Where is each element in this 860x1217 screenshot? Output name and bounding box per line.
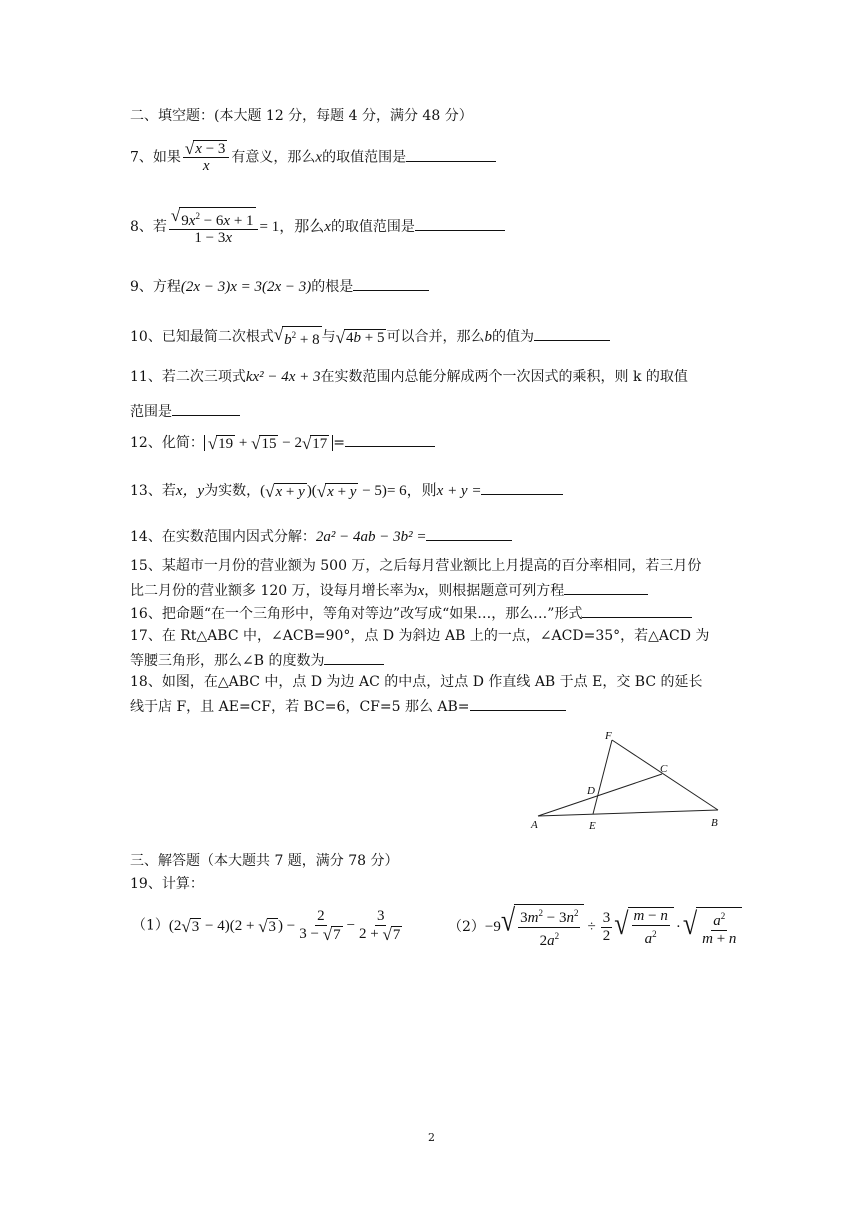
q13-expression: ( √ x + y )( √ x + y − 5) (260, 482, 387, 502)
question-14: 14、在实数范围内因式分解：2a² − 4ab − 3b² = (130, 526, 512, 546)
question-19-part1: （1）(2 √ 3 − 4)(2 + √ 3 ) − 2 3 − √ 7 − 3 2 + √ 7 (132, 908, 401, 945)
q18-answer-blank[interactable] (470, 696, 566, 711)
question-17: 17、在 Rt△ABC 中，∠ACB=90°，点 D 为斜边 AB 上的一点，∠ACD=35°，若△ACD 为 (130, 628, 710, 644)
label-E: E (589, 820, 596, 832)
question-18-line2: 线于店 F，且 AE=CF，若 BC=6，CF=5 那么 AB= (130, 696, 566, 716)
question-11-line2: 范围是 (130, 401, 240, 421)
label-C: C (660, 763, 668, 775)
question-13: 13、若x，y为实数，( √ x + y )( √ x + y − 5)= 6，则x + y = (130, 480, 563, 500)
q12-answer-blank[interactable] (345, 432, 435, 447)
label-D: D (587, 785, 595, 797)
q11-answer-blank[interactable] (172, 401, 240, 416)
question-7: 7、如果 √ x − 3 x 有意义，那么x的取值范围是 (130, 140, 496, 175)
q7-answer-blank[interactable] (406, 147, 496, 162)
question-10: 10、已知最简二次根式 √ $b^2 + 8$ 与 √ 4b + 5 可以合并，那么b的值为 (130, 326, 610, 348)
question-15-line2: 比二月份的营业额多 120 万，设每月增长率为x，则根据题意可列方程 (130, 580, 648, 600)
q12-abs-expression: √ 19 + √ 15 − 2 √ 17 (204, 435, 333, 451)
page-number: 2 (428, 1131, 435, 1144)
segment-AC (538, 774, 662, 816)
q9-answer-blank[interactable] (353, 276, 429, 291)
label-F: F (605, 730, 612, 742)
question-9: 9、方程(2x − 3)x = 3(2x − 3)的根是 (130, 276, 429, 296)
question-18: 18、如图，在△ABC 中，点 D 为边 AC 的中点，过点 D 作直线 AB 于点 E，交 BC 的延长 (130, 674, 703, 690)
segment-AB (538, 810, 718, 816)
q7-fraction: √ x − 3 x (183, 140, 229, 175)
q8-fraction: √ $9x^2 - 6x + 1$ 1 − 3x (169, 207, 258, 247)
question-16: 16、把命题“在一个三角形中，等角对等边”改写成“如果…，那么…”形式 (130, 603, 692, 623)
q9-equation: (2x − 3)x = 3(2x − 3) (180, 279, 312, 295)
q17-answer-blank[interactable] (324, 650, 384, 665)
section2-heading: 二、填空题：(本大题 12 分，每题 4 分，满分 48 分） (130, 108, 473, 124)
question-17-line2: 等腰三角形，那么∠B 的度数为 (130, 650, 384, 670)
question-19-title: 19、计算： (130, 876, 204, 892)
triangle-figure (528, 728, 728, 834)
question-8: 8、若 √ $9x^2 - 6x + 1$ 1 − 3x = 1，那么x的取值范围是 (130, 207, 505, 247)
q16-answer-blank[interactable] (582, 603, 692, 618)
q14-answer-blank[interactable] (426, 526, 512, 541)
question-11: 11、若二次三项式kx² − 4x + 3在实数范围内总能分解成两个一次因式的乘积，则 k 的取值 (130, 369, 688, 385)
q13-answer-blank[interactable] (481, 480, 563, 495)
section3-heading: 三、解答题（本大题共 7 题，满分 78 分） (130, 853, 399, 869)
segment-FB (612, 740, 718, 810)
question-12: 12、化简： √ 19 + √ 15 − 2 √ 17 = (130, 432, 435, 452)
label-A: A (531, 819, 538, 831)
label-B: B (711, 817, 718, 829)
q8-answer-blank[interactable] (415, 216, 505, 231)
q15-answer-blank[interactable] (564, 580, 648, 595)
question-19-part2: （2）−9 √ $\frac{3m^2 - 3n^2}{2a^2}$ ÷ $\frac{3}{2}$ √ $\frac{m - n}{a^2}$ · √ $\frac{a^2}{m + n}$ (448, 904, 742, 950)
q10-answer-blank[interactable] (534, 326, 610, 341)
segment-FE (593, 740, 612, 814)
question-15: 15、某超市一月份的营业额为 500 万，之后每月营业额比上月提高的百分率相同，若三月份 (130, 558, 702, 574)
